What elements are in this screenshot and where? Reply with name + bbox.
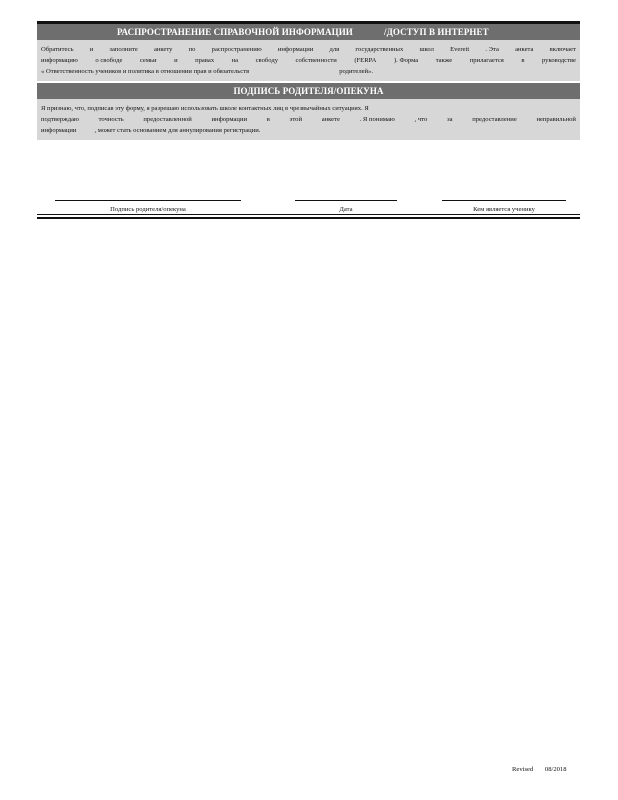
section-header-signature (37, 83, 580, 99)
directory-info-text (37, 40, 580, 81)
relation-line[interactable] (442, 200, 566, 201)
section-header-directory-info (37, 24, 580, 40)
revision-footer (512, 766, 567, 773)
parent-signature-line[interactable] (55, 200, 241, 201)
relation-label: Кем является ученику (473, 206, 535, 213)
revision-date: 08/2018 (544, 766, 567, 773)
text-line: информации , может стать основанием для аннулирования регистрации. (41, 127, 261, 134)
section-title-right: /ДОСТУП В ИНТЕРНЕТ (384, 27, 489, 37)
text-line: информацию о свободе семьи и правах на свободу собственности (FERPA ). Форма также прилагается в руководстве (41, 57, 576, 64)
text-line: Я признаю, что, подписав эту форму, я разрешаю использовать школе контактных лиц в чрезвычайных ситуациях. Я (41, 105, 369, 112)
text-line: Обратитесь и заполните анкету по распространению информации для государственных школ Everett . Эта анкета включает (41, 46, 576, 53)
date-line[interactable] (295, 200, 397, 201)
section-title-left: РАСПРОСТРАНЕНИЕ СПРАВОЧНОЙ ИНФОРМАЦИИ (117, 27, 353, 37)
signature-acknowledgement-text (37, 99, 580, 140)
bottom-rule (37, 214, 580, 219)
text-line: подтверждаю точность предоставленной информации в этой анкете . Я понимаю , что за предоставление неправильной (41, 116, 576, 123)
revised-label: Revised (512, 766, 534, 773)
parent-signature-label: Подпись родителя/опекуна (110, 206, 186, 213)
text-line: « Ответственность учеников и политика в отношении прав и обязательств родителей». (41, 68, 374, 75)
section-title: ПОДПИСЬ РОДИТЕЛЯ/ОПЕКУНА (233, 86, 384, 96)
date-label: Дата (339, 206, 353, 213)
form-frame (37, 21, 580, 140)
